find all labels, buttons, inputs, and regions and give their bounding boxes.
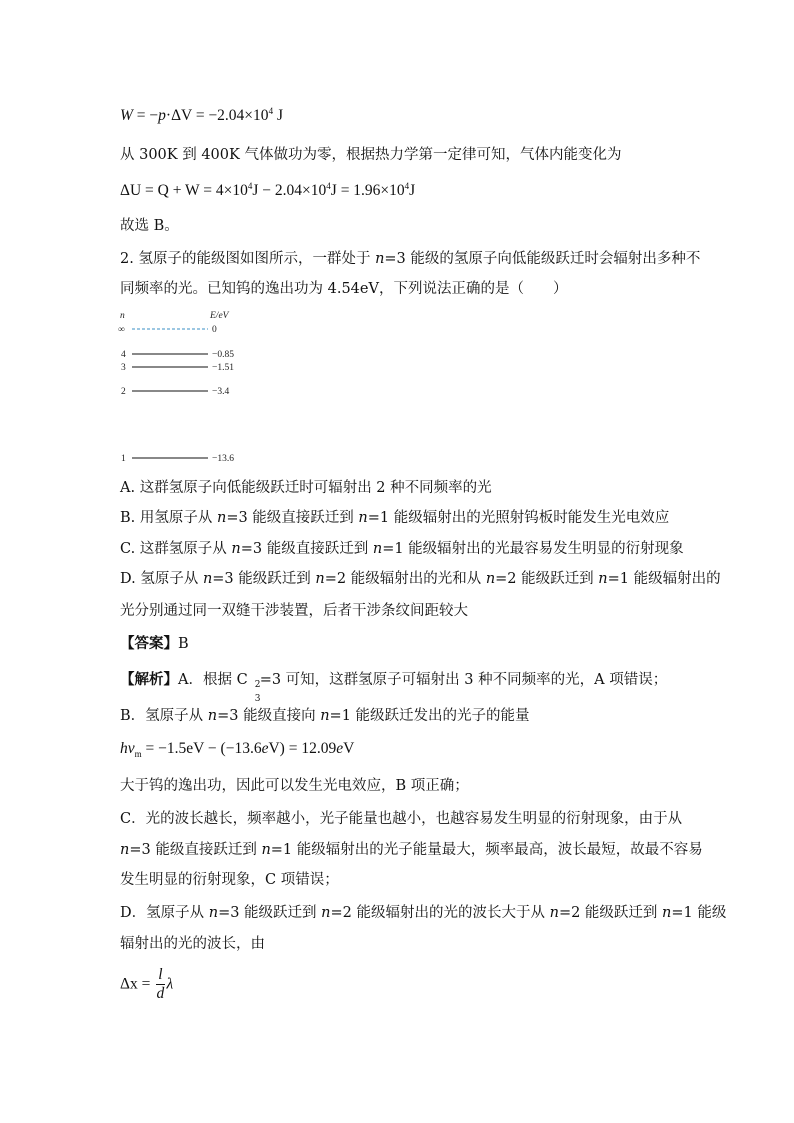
analysis-d: D．氢原子从 n=3 能级跃迁到 n=2 能级辐射出的光的波长大于从 n=2 能级跃迁到 n=1 能级 (120, 905, 727, 921)
analysis-c: C．光的波长越长，频率越小，光子能量也越小，也越容易发生明显的衍射现象，由于从 (120, 811, 683, 827)
level-energy-label: −0.85 (212, 350, 234, 360)
question-stem: 2. 氢原子的能级图如图所示，一群处于 n=3 能级的氢原子向低能级跃迁时会辐射出多种不 (120, 251, 701, 267)
question-stem: 同频率的光。已知钨的逸出功为 4.54eV，下列说法正确的是（ ） (120, 281, 568, 297)
analysis-d: 辐射出的光的波长，由 (120, 936, 265, 952)
axis-label-energy: E/eV (210, 311, 229, 321)
analysis-b-conclusion: 大于钨的逸出功，因此可以发生光电效应，B 项正确； (120, 778, 469, 794)
equation-fringe-spacing: Δx = $\frac{l}{d}$ λ (120, 966, 174, 1002)
analysis-c: n=3 能级直接跃迁到 n=1 能级辐射出的光子能量最大，频率最高，波长最短，故最不容易 (120, 842, 703, 858)
level-n-label: 1 (121, 454, 126, 464)
equation-work: $W = -p\cdot\Delta V = -2.04\times 10^4$ J (120, 106, 283, 124)
axis-label-n: n (120, 311, 125, 321)
analysis-b: B．氢原子从 n=3 能级直接向 n=1 能级跃迁发出的光子的能量 (120, 708, 530, 724)
analysis-a: 【解析】A．根据 C 2 3 =3 可知，这群氢原子可辐射出 3 种不同频率的光，A 项错误； (120, 671, 668, 704)
text-line: 从 300K 到 400K 气体做功为零，根据热力学第一定律可知，气体内能变化为 (120, 147, 622, 163)
text-line: 故选 B。 (120, 218, 179, 234)
level-n-label: ∞ (118, 325, 125, 335)
level-energy-label: 0 (212, 325, 217, 335)
answer: 【答案】B (120, 635, 189, 652)
energy-level-diagram (118, 308, 258, 468)
option-d-continued: 光分别通过同一双缝干涉装置，后者干涉条纹间距较大 (120, 603, 468, 619)
level-energy-label: −3.4 (212, 387, 230, 397)
level-energy-label: −1.51 (212, 363, 234, 373)
analysis-c: 发生明显的衍射现象，C 项错误； (120, 872, 339, 888)
level-n-label: 3 (121, 363, 126, 373)
option-b: B. 用氢原子从 n=3 能级直接跃迁到 n=1 能级辐射出的光照射钨板时能发生光电效应 (120, 510, 670, 526)
level-energy-label: −13.6 (212, 454, 234, 464)
equation-photon-energy: $h\nu_m = -1.5eV - (-13.6eV) = 12.09eV$ (120, 740, 355, 759)
level-n-label: 4 (121, 350, 126, 360)
option-c: C. 这群氢原子从 n=3 能级直接跃迁到 n=1 能级辐射出的光最容易发生明显的衍射现象 (120, 541, 684, 557)
option-a: A. 这群氢原子向低能级跃迁时可辐射出 2 种不同频率的光 (120, 480, 492, 496)
level-n-label: 2 (121, 387, 126, 397)
option-d: D. 氢原子从 n=3 能级跃迁到 n=2 能级辐射出的光和从 n=2 能级跃迁到 n=1 能级辐射出的 (120, 571, 721, 587)
equation-internal-energy: $\Delta U = Q + W = 4\times 10^4J - 2.04\times 10^4J = 1.96\times 10^4J$ (120, 181, 416, 199)
